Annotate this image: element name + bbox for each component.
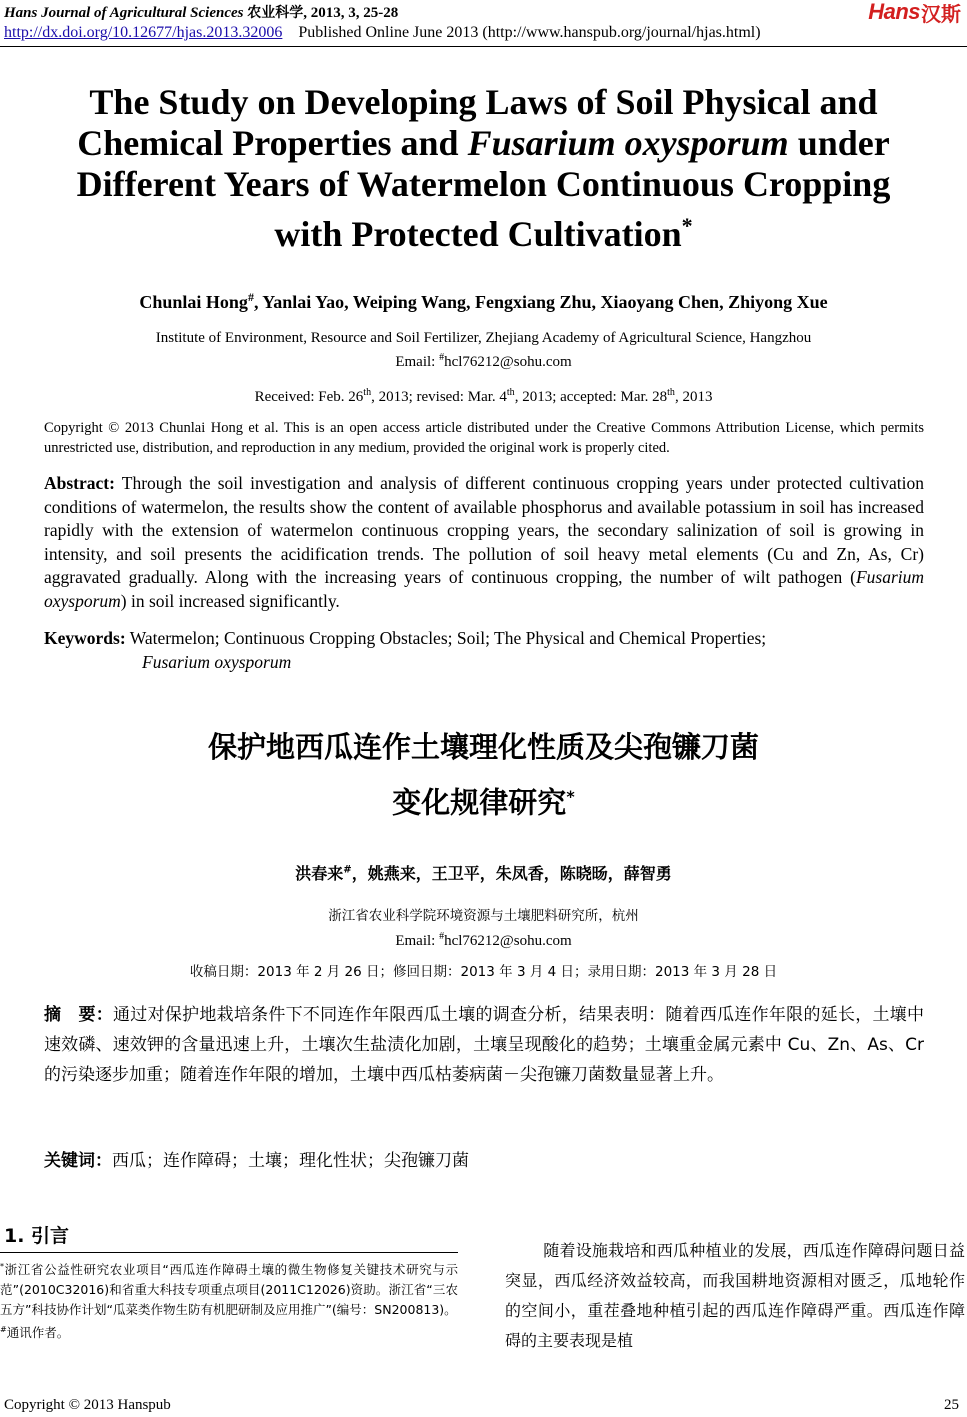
copyright-notice: Copyright © 2013 Chunlai Hong et al. This is an open access article distributed under the Creative Commons Attribution License, which permits unrestricted use, distribution, and reproduction in any medium, provided the original work is properly cited.	[44, 420, 924, 456]
email-cn: Email: #hcl76212@sohu.com	[395, 931, 572, 949]
journal-name-cn: 农业科学	[247, 5, 304, 21]
journal-name: Hans Journal of Agricultural Sciences	[4, 5, 244, 21]
title-line-2: Chemical Properties and Fusarium oxysporum under	[77, 123, 890, 163]
corresponding-mark: #	[247, 290, 254, 304]
journal-header	[4, 2, 398, 22]
email-en: Email: #hcl76212@sohu.com	[395, 352, 572, 370]
paper-title-cn	[0, 722, 967, 828]
dates-en: Received: Feb. 26th, 2013; revised: Mar. 4th, 2013; accepted: Mar. 28th, 2013	[254, 387, 713, 405]
title-cn-line-1: 保护地西瓜连作土壤理化性质及尖孢镰刀菌	[207, 730, 759, 764]
title-cn-line-2: 变化规律研究*	[392, 785, 575, 820]
section-heading: 1. 引言	[4, 1225, 70, 1247]
title-footnote-mark: *	[681, 213, 693, 238]
keywords-cn-label: 关键词：	[44, 1151, 112, 1171]
footnote: *浙江省公益性研究农业项目“西瓜连作障碍土壤的微生物修复关键技术研究与示范”(2010C32016)和省重大科技专项重点项目(2011C12026)资助。浙江省“三农五方”科技协作计划“瓜菜类作物生防有机肥研制及应用推广”(编号：SN200813)。 #通讯作者。	[0, 1262, 458, 1341]
keywords-en: Keywords: Watermelon; Continuous Cropping Obstacles; Soil; The Physical and Chemical Properties; Fusarium oxysporum	[44, 628, 767, 672]
doi-link[interactable]: http://dx.doi.org/10.12677/hjas.2013.32006	[4, 24, 283, 41]
header-divider	[0, 46, 967, 47]
doi-line	[4, 24, 761, 42]
abstract-label: Abstract:	[44, 473, 115, 493]
keywords-label: Keywords:	[44, 628, 126, 648]
abstract-cn: 摘 要：通过对保护地栽培条件下不同连作年限西瓜土壤的调查分析，结果表明：随着西瓜连作年限的延长，土壤中速效磷、速效钾的含量迅速上升，土壤次生盐渍化加剧，土壤呈现酸化的趋势；土壤重金属元素中 Cu、Zn、As、Cr 的污染逐步加重；随着连作年限的增加，土壤中西瓜枯萎病菌－尖孢镰刀菌数量显著上升。	[44, 1005, 925, 1085]
affiliation-en: Institute of Environment, Resource and Soil Fertilizer, Zhejiang Academy of Agricultural Science, Hangzhou	[155, 330, 812, 346]
hans-logo	[868, 0, 961, 24]
abstract-cn-label: 摘 要：	[44, 1005, 114, 1025]
intro-paragraph: 随着设施栽培和西瓜种植业的发展，西瓜连作障碍问题日益突显，西瓜经济效益较高，而我国耕地资源相对匮乏，瓜地轮作的空间小，重茬叠地种植引起的西瓜连作障碍严重。西瓜连作障碍的主要表现是植	[505, 1241, 965, 1350]
published-info: Published Online June 2013 (http://www.hanspub.org/journal/hjas.html)	[298, 24, 761, 41]
page-number: 25	[944, 1397, 959, 1413]
authors-en: Chunlai Hong#, Yanlai Yao, Weiping Wang, Fengxiang Zhu, Xiaoyang Chen, Zhiyong Xue	[139, 290, 828, 312]
affiliation-cn: 浙江省农业科学院环境资源与土壤肥料研究所，杭州	[328, 908, 639, 924]
authors-cn: 洪春来#，姚燕来，王卫平，朱凤香，陈晓旸，薛智勇	[295, 864, 672, 883]
title-line-3: Different Years of Watermelon Continuous Cropping	[76, 164, 891, 204]
dates-cn: 收稿日期：2013 年 2 月 26 日；修回日期：2013 年 3 月 4 日；录用日期：2013 年 3 月 28 日	[189, 964, 778, 980]
email-address: hcl76212@sohu.com	[444, 354, 572, 370]
title-line-1: The Study on Developing Laws of Soil Physical and	[89, 82, 878, 122]
footnote-divider	[0, 1252, 458, 1253]
title-species: Fusarium oxysporum	[467, 123, 789, 163]
keywords-cn: 关键词：西瓜；连作障碍；土壤；理化性状；尖孢镰刀菌	[44, 1151, 469, 1171]
abstract-en: Abstract: Through the soil investigation and analysis of different continuous cropping years under protected cultivation conditions of watermelon, the results show the content of available phosphorus and available potassium in soil has increased rapidly with the extension of watermelon continuous cropping years, the secondary salinization of soil is growing in intensity, and soil presents the acidification trends. The pollution of soil heavy metal elements (Cu and Zn, As, Cr) aggravated gradually. Along with the increasing years of continuous cropping, the number of wilt pathogen (Fusarium oxysporum) in soil increased significantly.	[44, 473, 924, 611]
footer-copyright: Copyright © 2013 Hanspub	[4, 1397, 171, 1413]
title-line-4: with Protected Cultivation*	[274, 213, 693, 254]
logo-cn: 汉斯	[921, 1, 961, 26]
paper-title-en	[40, 82, 927, 255]
journal-citation: , 2013, 3, 25-28	[303, 5, 399, 21]
logo-latin: Hans	[868, 0, 920, 24]
